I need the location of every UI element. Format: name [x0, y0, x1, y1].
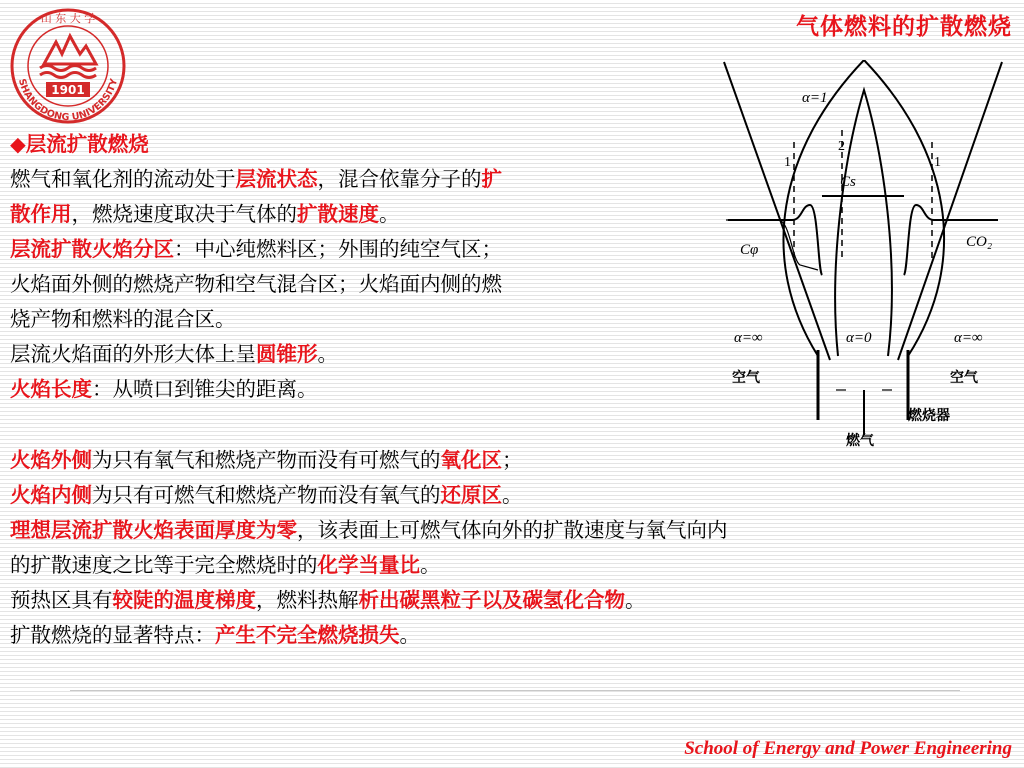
paragraph-line: 火焰面外侧的燃烧产物和空气混合区；火焰面内侧的燃 — [10, 272, 502, 296]
flame-diagram — [718, 60, 1008, 450]
label-alpha0: α=0 — [846, 330, 872, 346]
label-air-left: 空气 — [732, 370, 760, 386]
paragraph-line: 的扩散速度之比等于完全燃烧时的化学当量比。 — [10, 553, 441, 577]
university-logo — [4, 4, 132, 124]
label-cs: Cs — [840, 174, 856, 190]
page-title: 气体燃料的扩散燃烧 — [796, 14, 1012, 40]
inner-flame-cone — [835, 90, 892, 356]
paragraph-line: 火焰长度：从喷口到锥尖的距离。 — [10, 377, 318, 401]
paragraph-line: 预热区具有较陡的温度梯度，燃料热解析出碳黑粒子以及碳氢化合物。 — [10, 588, 646, 612]
divider-line — [70, 690, 960, 691]
paragraph-line: 燃气和氧化剂的流动处于层流状态，混合依靠分子的扩 — [10, 167, 502, 191]
label-num2: 2 — [838, 139, 845, 154]
label-num1-right: 1 — [934, 155, 941, 170]
label-num1-left: 1 — [784, 155, 791, 170]
section-heading: ◆层流扩散燃烧 — [10, 132, 149, 156]
school-footer: School of Energy and Power Engineering — [684, 738, 1012, 759]
paragraph-line: 层流扩散火焰分区：中心纯燃料区；外围的纯空气区； — [10, 237, 502, 261]
label-cf: Cφ — [740, 242, 759, 258]
label-alpha-inf-left: α=∞ — [734, 330, 763, 346]
paragraph-line: 扩散燃烧的显著特点：产生不完全燃烧损失。 — [10, 623, 420, 647]
label-air-right: 空气 — [950, 370, 978, 386]
paragraph-line: 散作用，燃烧速度取决于气体的扩散速度。 — [10, 202, 400, 226]
right-wall-line — [898, 62, 1002, 360]
co2-profile-curve — [728, 205, 998, 275]
text-column — [10, 127, 700, 407]
logo-top-text: 山 东 大 学 — [40, 12, 96, 25]
logo-year: 1901 — [51, 83, 85, 97]
label-alpha1: α=1 — [802, 90, 828, 106]
label-burner: 燃烧器 — [908, 408, 950, 424]
paragraph-line: 理想层流扩散火焰表面厚度为零，该表面上可燃气体向外的扩散速度与氧气向内 — [10, 518, 728, 542]
paragraph-line: 层流火焰面的外形大体上呈圆锥形。 — [10, 342, 338, 366]
paragraph-line: 火焰外侧为只有氧气和燃烧产物而没有可燃气的氧化区； — [10, 448, 523, 472]
text-full-width — [10, 443, 1015, 653]
label-alpha-inf-right: α=∞ — [954, 330, 983, 346]
paragraph-line: 烧产物和燃料的混合区。 — [10, 307, 236, 331]
label-co2: CO₂ — [966, 234, 993, 250]
paragraph-line: 火焰内侧为只有可燃气和燃烧产物而没有氧气的还原区。 — [10, 483, 523, 507]
label-fuel: 燃气 — [846, 433, 874, 449]
logo-arc-text: SHANGDONG UNIVERSITY — [15, 77, 121, 124]
